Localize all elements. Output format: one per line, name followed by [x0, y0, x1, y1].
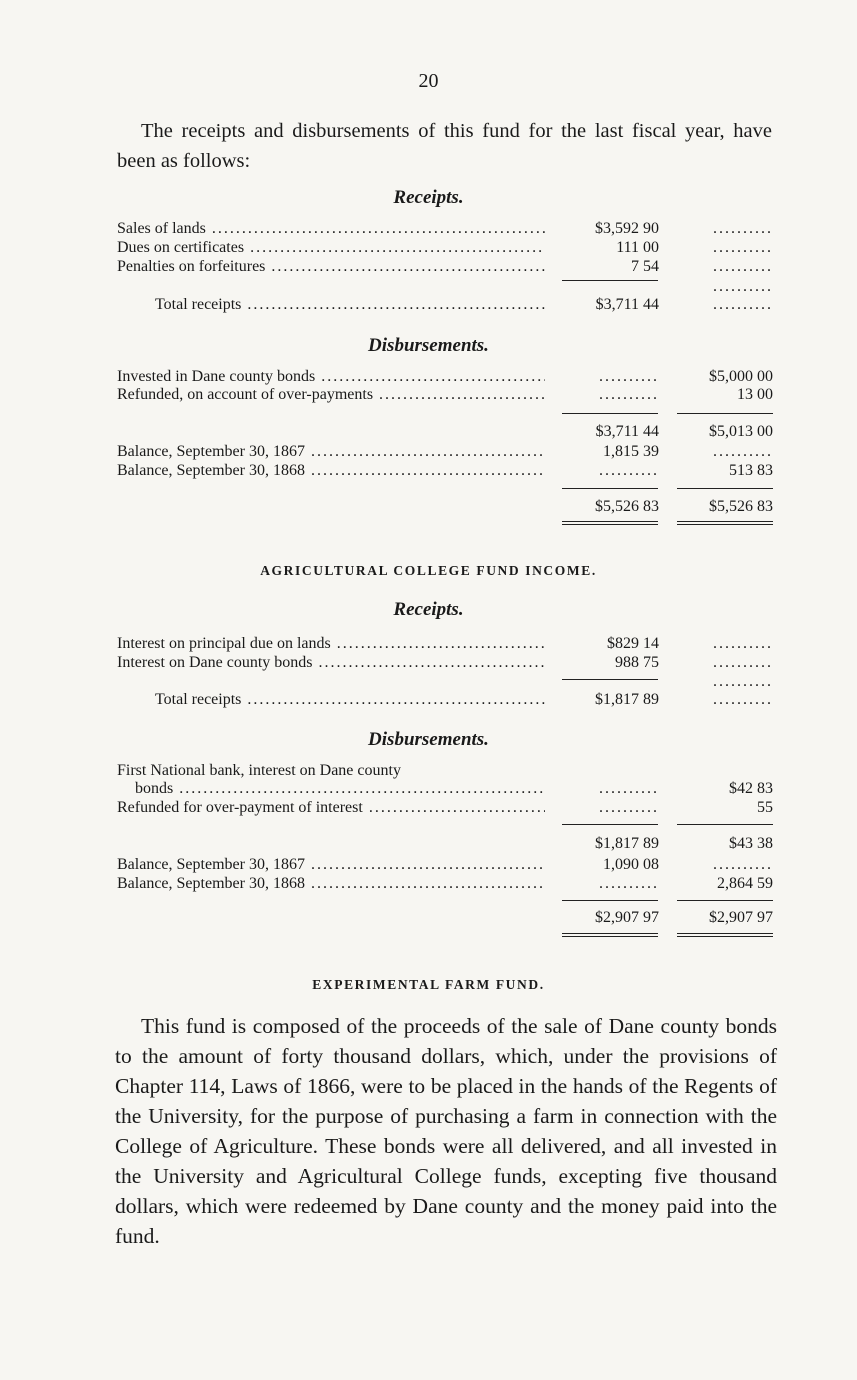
amount-col2: 2,864 59	[717, 875, 773, 892]
amount-col2: $42 83	[729, 780, 773, 797]
amount-col2: $2,907 97	[709, 909, 773, 926]
table-row	[117, 909, 773, 927]
double-rule	[562, 521, 658, 525]
double-rule	[677, 933, 773, 937]
amount-col2: 513 83	[729, 462, 773, 479]
table-row	[117, 673, 773, 691]
amount-col1: $3,711 44	[595, 423, 659, 440]
table-row	[117, 386, 773, 404]
amount-col2: ..........	[713, 673, 773, 690]
row-label: bonds .....	[135, 780, 545, 798]
amount-col1: $1,817 89	[595, 835, 659, 852]
rule	[677, 413, 773, 414]
table-row	[117, 498, 773, 516]
row-label: Sales of lands .....	[117, 220, 545, 238]
double-rule	[562, 933, 658, 937]
section-title: AGRICULTURAL COLLEGE FUND INCOME.	[260, 563, 597, 578]
amount-col2: $43 38	[729, 835, 773, 852]
rule	[677, 488, 773, 489]
rule	[677, 824, 773, 825]
row-label: First National bank, interest on Dane county	[117, 762, 401, 779]
amount-col1: 1,090 08	[603, 856, 659, 873]
amount-col1: ..........	[599, 386, 659, 403]
amount-col2: ..........	[713, 296, 773, 313]
table-row	[117, 239, 773, 257]
row-label: Penalties on forfeitures .....	[117, 258, 545, 276]
amount-col2: ..........	[713, 239, 773, 256]
table-row	[117, 423, 773, 441]
row-label: Balance, September 30, 1867 .....	[117, 443, 545, 461]
rule	[562, 824, 658, 825]
row-label: Balance, September 30, 1867 .....	[117, 856, 545, 874]
amount-col1: ..........	[599, 780, 659, 797]
amount-col2: $5,013 00	[709, 423, 773, 440]
table-row	[117, 654, 773, 672]
table-row	[117, 296, 773, 314]
row-label: Total receipts .....	[155, 296, 545, 314]
body-paragraph: This fund is composed of the proceeds of the sale of Dane county bonds to the amount of forty thousand dollars, which, under the provisions of Chapter 114, Laws of 1866, were to be placed in the hands of the Regents of the University, for the purpose of purchasing a farm in connection with the College of Agriculture. These bonds were all delivered, and all invested in the University and Agricultural College funds, excepting five thousand dollars, which were redeemed by Dane county and the money paid into the fund.	[115, 1014, 777, 1248]
table-row	[117, 368, 773, 386]
section-title: EXPERIMENTAL FARM FUND.	[312, 977, 545, 992]
table-row	[117, 635, 773, 653]
table-row	[117, 856, 773, 874]
amount-col2: ..........	[713, 635, 773, 652]
amount-col2: 13 00	[737, 386, 773, 403]
amount-col2: ..........	[713, 691, 773, 708]
row-label: Total receipts .....	[155, 691, 545, 709]
table-row	[117, 691, 773, 709]
row-label: Interest on Dane county bonds .....	[117, 654, 545, 672]
row-label: Refunded, on account of over-payments .....	[117, 386, 545, 404]
intro-paragraph: The receipts and disbursements of this fund for the last fiscal year, have been as follows:	[117, 120, 772, 172]
amount-col2: 55	[757, 799, 773, 816]
row-label: Dues on certificates .....	[117, 239, 545, 257]
amount-col1: 1,815 39	[603, 443, 659, 460]
table-row	[117, 462, 773, 480]
amount-col1: ..........	[599, 462, 659, 479]
amount-col1: $1,817 89	[595, 691, 659, 708]
row-label: Refunded for over-payment of interest .....	[117, 799, 545, 817]
amount-col1: 111 00	[616, 239, 659, 256]
table-row	[117, 799, 773, 817]
double-rule	[677, 521, 773, 525]
receipts-heading: Receipts.	[393, 187, 464, 208]
amount-col2: ..........	[713, 258, 773, 275]
amount-col1: ..........	[599, 875, 659, 892]
row-label: Balance, September 30, 1868 .....	[117, 875, 545, 893]
table-row	[117, 443, 773, 461]
amount-col2: ..........	[713, 856, 773, 873]
row-label: Balance, September 30, 1868 .....	[117, 462, 545, 480]
amount-col1: $829 14	[607, 635, 659, 652]
table-row	[117, 875, 773, 893]
amount-col2: ..........	[713, 220, 773, 237]
table-row	[117, 220, 773, 238]
amount-col1: $3,592 90	[595, 220, 659, 237]
amount-col2: $5,000 00	[709, 368, 773, 385]
table-row	[117, 278, 773, 296]
table-row	[117, 780, 773, 798]
page-number: 20	[418, 70, 439, 92]
rule	[677, 900, 773, 901]
disbursements-heading: Disbursements.	[368, 729, 489, 750]
amount-col1: $3,711 44	[595, 296, 659, 313]
amount-col2: $5,526 83	[709, 498, 773, 515]
amount-col2: ..........	[713, 654, 773, 671]
rule	[562, 488, 658, 489]
amount-col1: $2,907 97	[595, 909, 659, 926]
rule	[562, 900, 658, 901]
amount-col2: ..........	[713, 443, 773, 460]
disbursements-heading: Disbursements.	[368, 335, 489, 356]
table-row	[117, 258, 773, 276]
rule	[562, 413, 658, 414]
amount-col1: ..........	[599, 368, 659, 385]
receipts-heading: Receipts.	[393, 599, 464, 620]
amount-col1: 7 54	[631, 258, 659, 275]
table-row	[117, 835, 773, 853]
amount-col1: 988 75	[615, 654, 659, 671]
amount-col1: ..........	[599, 799, 659, 816]
amount-col2: ..........	[713, 278, 773, 295]
table-row	[117, 762, 773, 780]
row-label: Interest on principal due on lands .....	[117, 635, 545, 653]
row-label: Invested in Dane county bonds .....	[117, 368, 545, 386]
amount-col1: $5,526 83	[595, 498, 659, 515]
